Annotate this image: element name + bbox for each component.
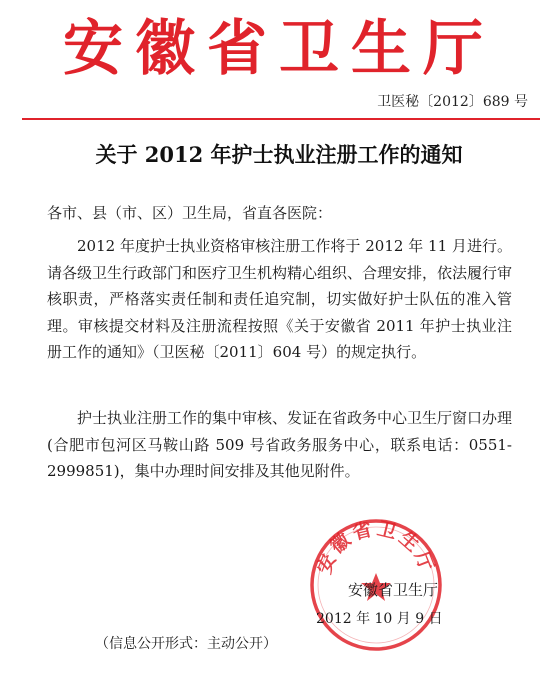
issuing-authority-header: 安徽省卫生厅 — [63, 14, 495, 84]
disclosure-note: （信息公开形式：主动公开） — [95, 636, 277, 652]
salutation: 各市、县（市、区）卫生局，省直各医院： — [47, 204, 333, 222]
document-title: 关于 2012 年护士执业注册工作的通知 — [95, 142, 463, 167]
svg-text:安徽省卫生厅 — [312, 517, 438, 577]
seal-text: 安徽省卫生厅 — [313, 517, 439, 577]
body-paragraph-2: 护士执业注册工作的集中审核、发证在省政务中心卫生厅窗口办理(合肥市包河区马鞍山路 509 号省政务服务中心，联系电话：0551-2999851)，集中办理时间安排及其他见附件。 — [47, 409, 513, 480]
header-divider — [22, 118, 540, 120]
signature-organization: 安徽省卫生厅 — [348, 581, 439, 599]
signature-date: 2012 年 10 月 9 日 — [316, 611, 443, 627]
document-number: 卫医秘〔2012〕689 号 — [377, 94, 528, 110]
body-paragraph-1: 2012 年度护士执业资格审核注册工作将于 2012 年 11 月进行。请各级卫生行政部门和医疗卫生机构精心组织、合理安排，依法履行审核职责，严格落实责任制和责任追究制，切实做好护士队伍的准入管理。审核提交材料及注册流程按照《关于安徽省 2011 年护士执业注册工作的通知》（卫医秘〔2011〕604 号）的规定执行。 — [47, 237, 513, 361]
